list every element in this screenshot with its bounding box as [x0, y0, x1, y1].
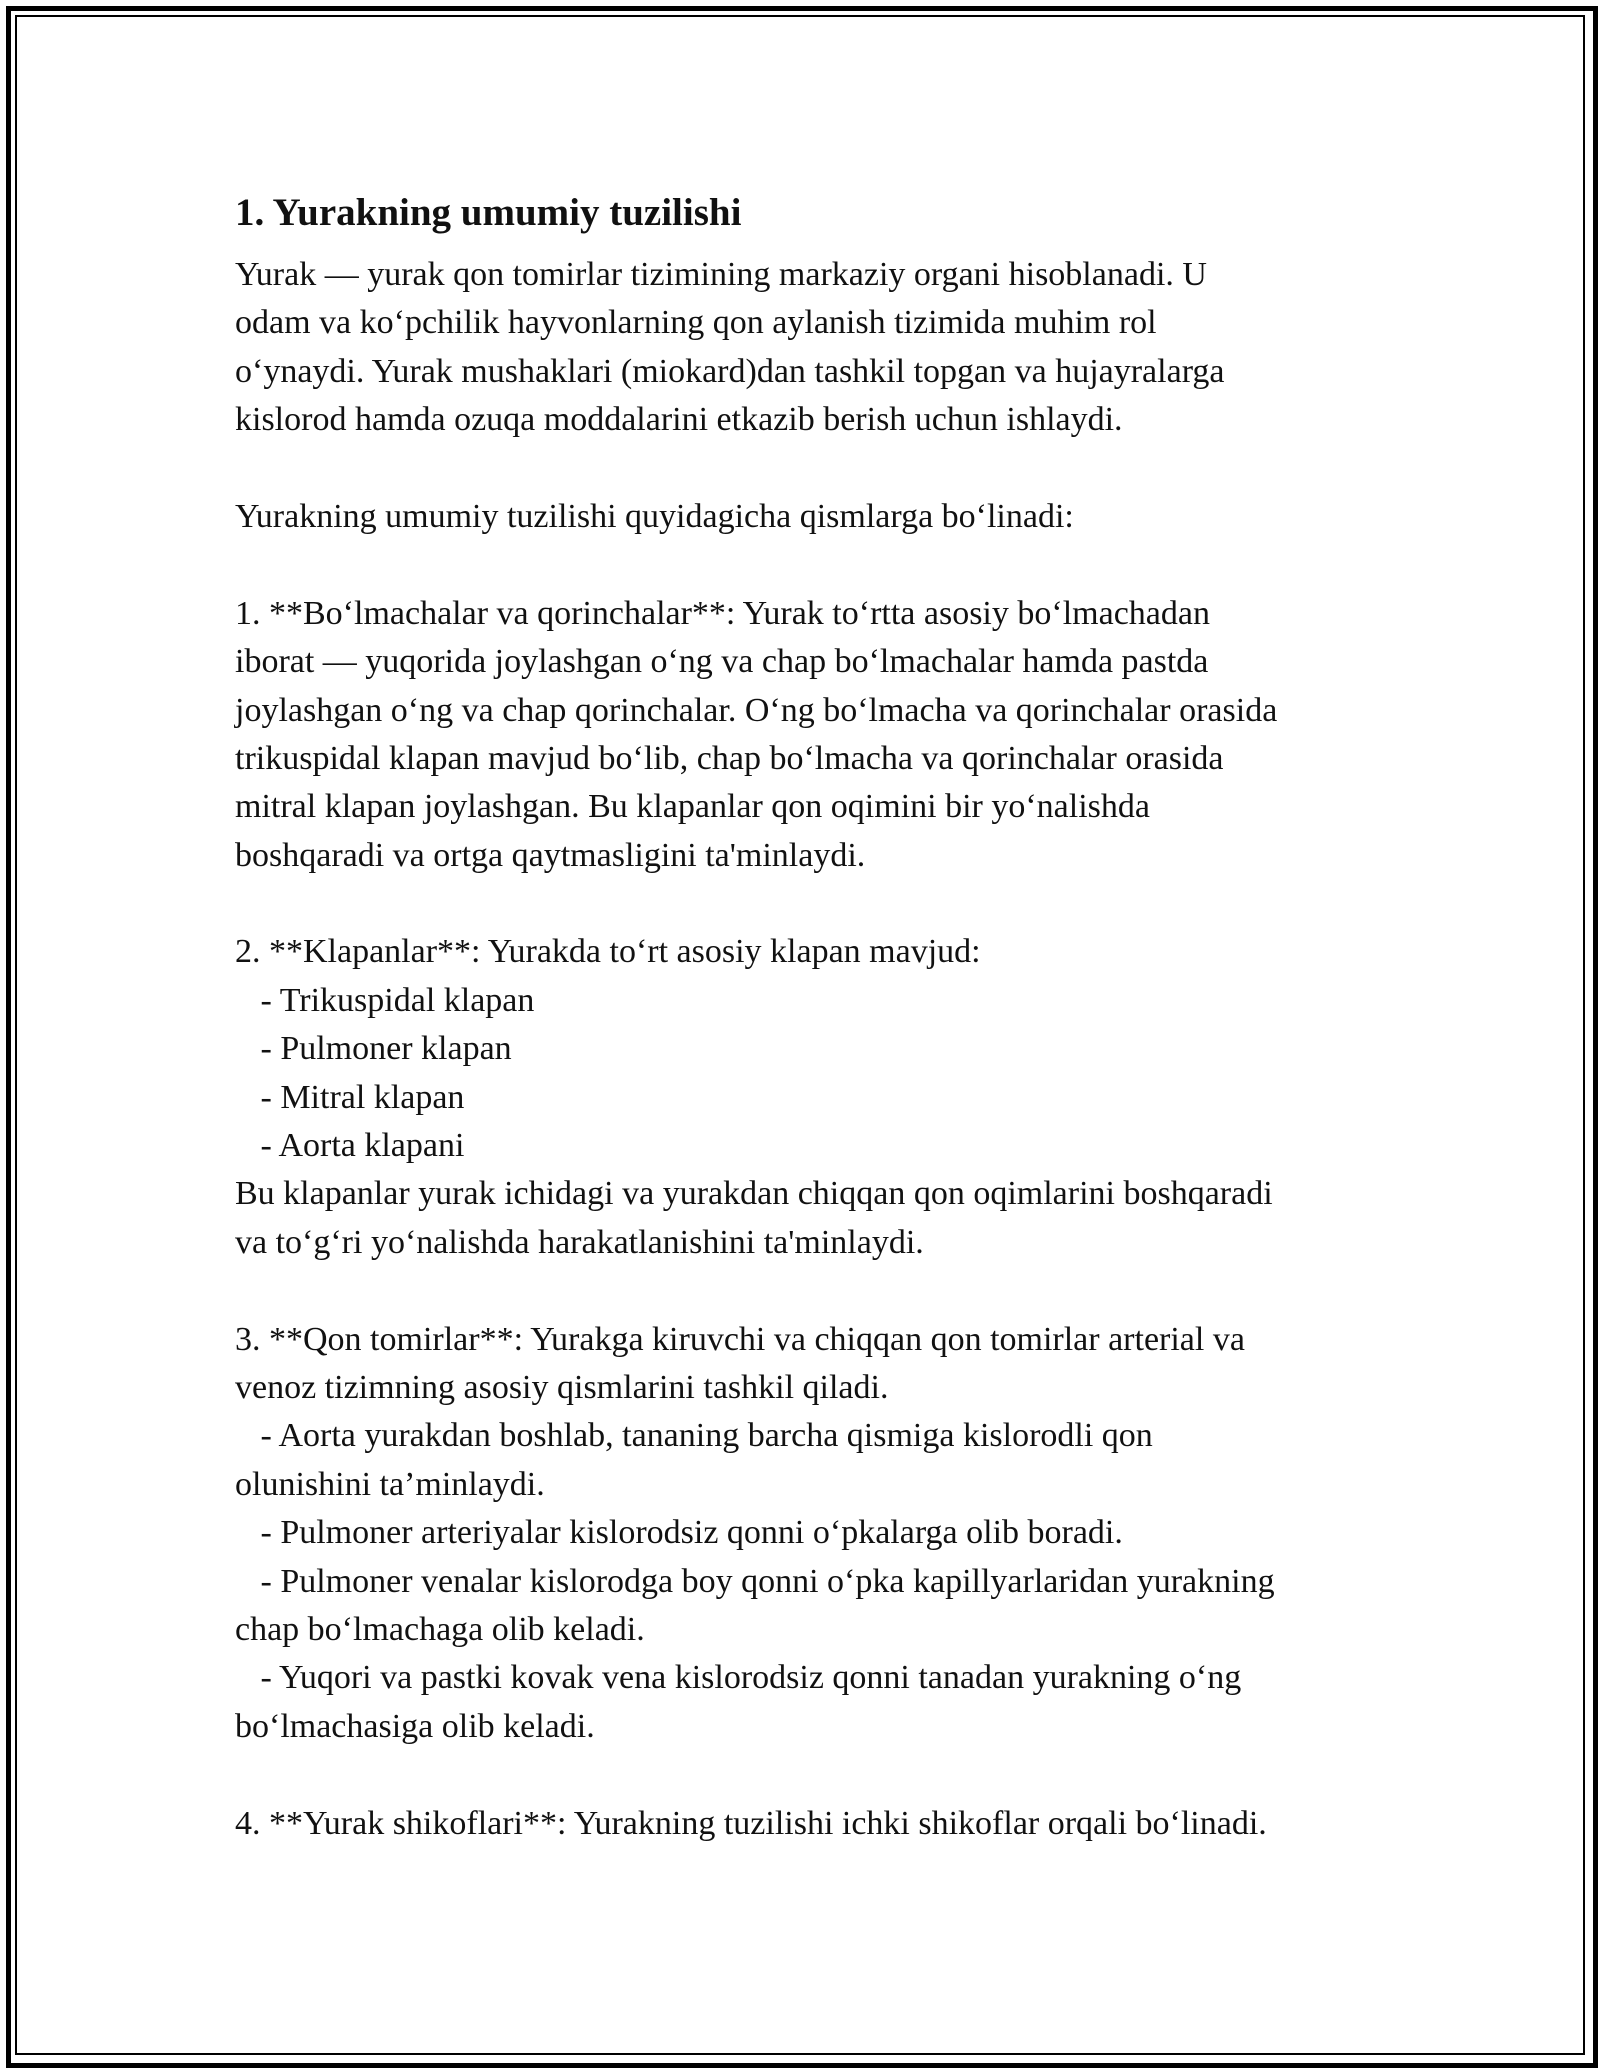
text-line: chap boʻlmachaga olib keladi.: [235, 1610, 645, 1648]
text-line: 4. **Yurak shikoflari**: Yurakning tuzilishi ichki shikoflar orqali boʻlinadi.: [235, 1804, 1267, 1842]
list-item: - Pulmoner arteriyalar kislorodsiz qonni oʻpkalarga olib boradi.: [235, 1514, 1123, 1552]
text-line: olunishini ta’minlaydi.: [235, 1465, 545, 1503]
list-item: - Pulmoner klapan: [235, 1030, 512, 1068]
list-item: - Mitral klapan: [235, 1078, 465, 1116]
lead-sentence: Yurakning umumiy tuzilishi quyidagicha qismlarga boʻlinadi:: [235, 497, 1074, 535]
section-septa: [235, 1800, 1375, 1848]
list-item: - Aorta yurakdan boshlab, tananing barcha qismiga kislorodli qon: [235, 1417, 1153, 1455]
list-item: - Pulmoner venalar kislorodga boy qonni oʻpka kapillyarlaridan yurakning: [235, 1562, 1275, 1600]
text-line: trikuspidal klapan mavjud boʻlib, chap boʻlmacha va qorinchalar orasida: [235, 739, 1224, 777]
text-line: kislorod hamda ozuqa moddalarini etkazib berish uchun ishlaydi.: [235, 401, 1123, 439]
paragraph-gap: [235, 880, 1375, 928]
text-line: boshqaradi va ortga qaytmasligini ta'minlaydi.: [235, 836, 866, 874]
text-line: 1. **Boʻlmachalar va qorinchalar**: Yurak toʻrtta asosiy boʻlmachadan: [235, 594, 1210, 632]
text-line: mitral klapan joylashgan. Bu klapanlar qon oqimini bir yoʻnalishda: [235, 788, 1150, 826]
list-item: - Aorta klapani: [235, 1127, 465, 1165]
paragraph-gap: [235, 1751, 1375, 1799]
section-valves: [235, 928, 1375, 1267]
document-body: [235, 185, 1375, 1848]
page-title: 1. Yurakning umumiy tuzilishi: [235, 191, 742, 234]
text-line: venoz tizimning asosiy qismlarini tashkil qiladi.: [235, 1368, 889, 1406]
text-line: 2. **Klapanlar**: Yurakda toʻrt asosiy klapan mavjud:: [235, 933, 981, 971]
section-vessels: [235, 1316, 1375, 1752]
intro-paragraph: [235, 251, 1375, 445]
section-chambers: [235, 590, 1375, 880]
paragraph-gap: [235, 445, 1375, 493]
text-line: iborat — yuqorida joylashgan oʻng va chap boʻlmachalar hamda pastda: [235, 643, 1209, 681]
text-line: Yurak — yurak qon tomirlar tizimining markaziy organi hisoblanadi. U: [235, 256, 1207, 293]
text-line: odam va koʻpchilik hayvonlarning qon aylanish tizimida muhim rol: [235, 304, 1157, 342]
text-line: oʻynaydi. Yurak mushaklari (miokard)dan tashkil topgan va hujayralarga: [235, 352, 1225, 390]
paragraph-gap: [235, 541, 1375, 589]
paragraph-gap: [235, 1267, 1375, 1315]
text-line: Bu klapanlar yurak ichidagi va yurakdan chiqqan qon oqimlarini boshqaradi: [235, 1175, 1273, 1213]
text-line: boʻlmachasiga olib keladi.: [235, 1707, 595, 1745]
text-line: 3. **Qon tomirlar**: Yurakga kiruvchi va chiqqan qon tomirlar arterial va: [235, 1320, 1245, 1358]
list-item: - Yuqori va pastki kovak vena kislorodsiz qonni tanadan yurakning oʻng: [235, 1659, 1242, 1697]
text-line: va toʻgʻri yoʻnalishda harakatlanishini ta'minlaydi.: [235, 1223, 924, 1261]
list-item: - Trikuspidal klapan: [235, 981, 535, 1019]
text-line: joylashgan oʻng va chap qorinchalar. Oʻng boʻlmacha va qorinchalar orasida: [235, 691, 1278, 729]
